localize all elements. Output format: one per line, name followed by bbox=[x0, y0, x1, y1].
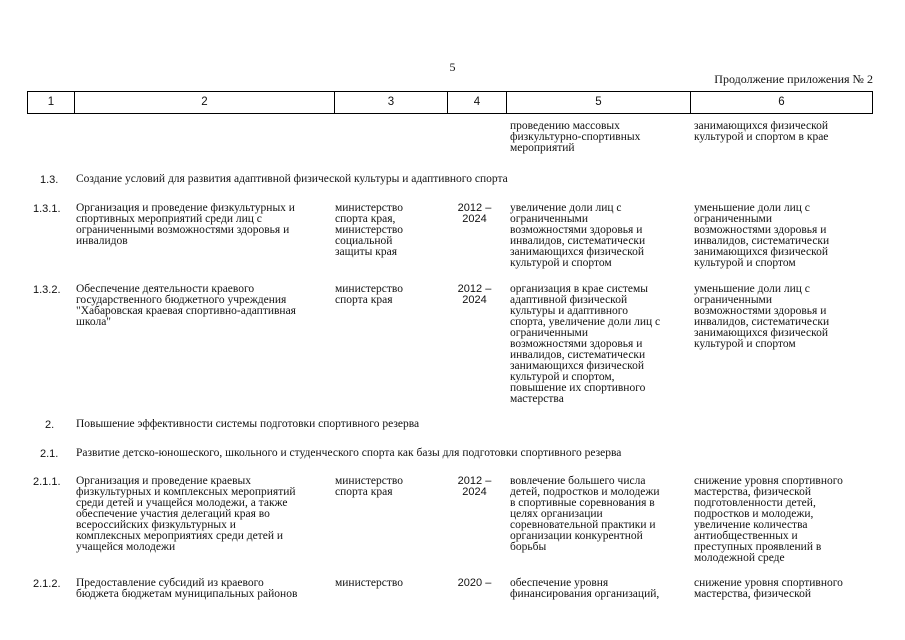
row-name: Организация и проведение краевых физкультурных и комплексных мероприятий среди детей и учащейся молодежи, а также обеспечение участия делегаций края во всероссийских физкультурных и комплексных мероприятиях среди детей и учащейся молодежи bbox=[76, 475, 296, 553]
page-number: 5 bbox=[449, 60, 456, 74]
column-header-6: 6 bbox=[690, 92, 872, 113]
section-number: 1.3. bbox=[40, 174, 59, 186]
row-executor: министерство спорта края bbox=[335, 475, 403, 498]
row-effect: снижение уровня спортивного мастерства, физической bbox=[694, 577, 843, 600]
row-result: организация в крае системы адаптивной физической культуры и адаптивного спорта, увеличение доли лиц с ограниченными возможностями здоровья и инвалидов, систематически занимающихся физической культурой и спортом, повышение их спортивного мастерства bbox=[510, 283, 661, 405]
row-number: 2.1.2. bbox=[33, 578, 61, 590]
row-years: 2020 – bbox=[457, 577, 492, 589]
section-title: Повышение эффективности системы подготовки спортивного резерва bbox=[76, 418, 420, 430]
table-header bbox=[27, 91, 873, 114]
column-header-5: 5 bbox=[506, 92, 690, 113]
row-effect: уменьшение доли лиц с ограниченными возможностями здоровья и инвалидов, систематически занимающихся физической культурой и спортом bbox=[694, 202, 830, 269]
row-effect: снижение уровня спортивного мастерства, физической подготовленности детей, подростков и молодежи, увеличение количества антиобщественных и преступных проявлений в молодежной среде bbox=[694, 475, 843, 564]
row-years: 2012 – 2024 bbox=[457, 202, 492, 225]
row-name: Предоставление субсидий из краевого бюджета бюджетам муниципальных районов bbox=[76, 577, 298, 600]
section-number: 2. bbox=[45, 419, 55, 431]
row-number: 1.3.2. bbox=[33, 284, 61, 296]
continued-effect: занимающихся физической культурой и спортом в крае bbox=[694, 120, 829, 143]
row-result: обеспечение уровня финансирования организаций, bbox=[510, 577, 660, 600]
row-effect: уменьшение доли лиц с ограниченными возможностями здоровья и инвалидов, систематически занимающихся физической культурой и спортом bbox=[694, 283, 830, 350]
column-header-1: 1 bbox=[47, 96, 55, 108]
section-number: 2.1. bbox=[40, 448, 59, 460]
section-title: Создание условий для развития адаптивной физической культуры и адаптивного спорта bbox=[76, 173, 508, 185]
row-executor: министерство bbox=[335, 577, 403, 589]
row-result: вовлечение большего числа детей, подростков и молодежи в спортивные соревнования в целях организации соревновательной практики и организации конкурентной борьбы bbox=[510, 475, 660, 553]
section-title: Развитие детско-юношеского, школьного и студенческого спорта как базы для подготовки спортивного резерва bbox=[76, 447, 622, 459]
continuation-label: Продолжение приложения № 2 bbox=[714, 72, 873, 86]
row-executor: министерство спорта края, министерство социальной защиты края bbox=[335, 202, 403, 258]
continued-result: проведению массовых физкультурно-спортивных мероприятий bbox=[510, 120, 641, 154]
row-years: 2012 – 2024 bbox=[457, 283, 492, 306]
column-header-3: 3 bbox=[334, 92, 447, 113]
row-number: 2.1.1. bbox=[33, 476, 61, 488]
column-header-4: 4 bbox=[447, 92, 506, 113]
row-name: Организация и проведение физкультурных и спортивных мероприятий среди лиц с ограниченными возможностями здоровья и инвалидов bbox=[76, 202, 295, 247]
row-result: увеличение доли лиц с ограниченными возможностями здоровья и инвалидов, систематически занимающихся физической культурой и спортом bbox=[510, 202, 646, 269]
row-name: Обеспечение деятельности краевого государственного бюджетного учреждения "Хабаровская краевая спортивно-адаптивная школа" bbox=[76, 283, 296, 328]
row-number: 1.3.1. bbox=[33, 203, 61, 215]
column-header-2: 2 bbox=[74, 92, 334, 113]
row-executor: министерство спорта края bbox=[335, 283, 403, 306]
row-years: 2012 – 2024 bbox=[457, 475, 492, 498]
